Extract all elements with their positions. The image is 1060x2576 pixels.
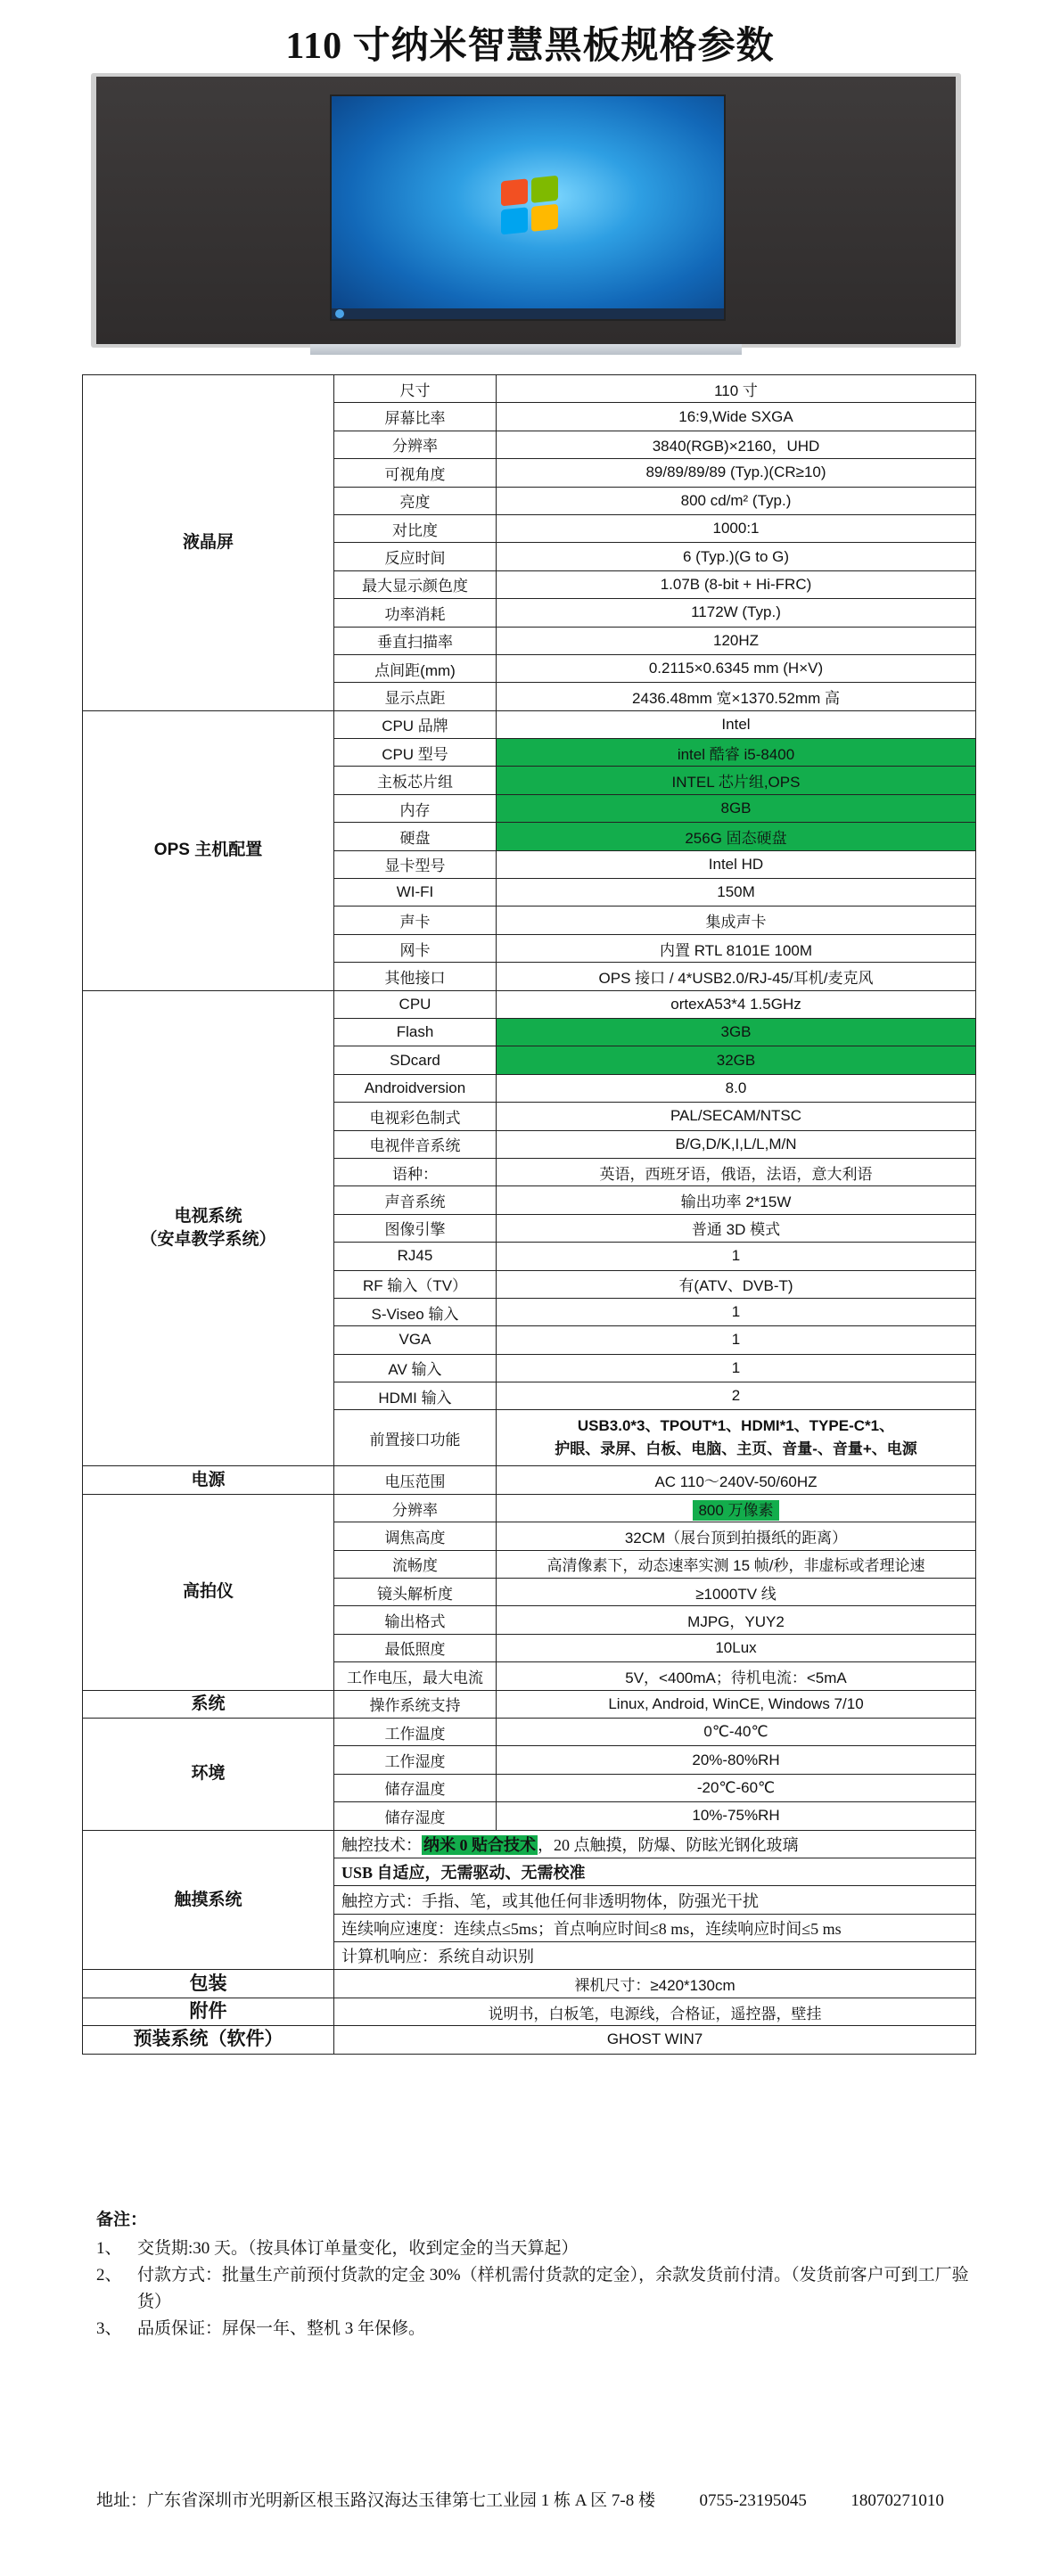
spec-label: WI-FI — [334, 879, 497, 907]
spec-row — [83, 1466, 976, 1494]
spec-category: 预装系统（软件） — [83, 2026, 334, 2054]
spec-row — [83, 2026, 976, 2054]
spec-value: 16:9,Wide SXGA — [497, 403, 976, 431]
spec-category: 触摸系统 — [83, 1830, 334, 1970]
note-number: 2、 — [96, 2266, 122, 2285]
spec-label: CPU — [334, 990, 497, 1018]
spec-category-line: 系统 — [191, 1694, 226, 1713]
spec-label: RJ45 — [334, 1243, 497, 1270]
spec-label: Androidversion — [334, 1074, 497, 1102]
footer-mobile: 18070271010 — [850, 2491, 944, 2510]
note-text: 付款方式：批量生产前预付货款的定金 30%（样机需付货款的定金），余款发货前付清。（发货前客户可到工厂验货） — [137, 2266, 969, 2311]
spec-value: 1000:1 — [497, 514, 976, 542]
spec-value: 0℃-40℃ — [497, 1718, 976, 1745]
spec-value: 120HZ — [497, 627, 976, 654]
spec-category — [83, 710, 334, 990]
spec-value: Intel — [497, 710, 976, 738]
spec-label: 点间距(mm) — [334, 654, 497, 682]
touch-highlight: 纳米 0 贴合技术 — [423, 1835, 536, 1854]
spec-value: 3GB — [497, 1018, 976, 1046]
spec-category — [83, 1718, 334, 1830]
spec-value: 20%-80%RH — [497, 1746, 976, 1774]
spec-value: MJPG，YUY2 — [497, 1606, 976, 1634]
spec-value: 1172W (Typ.) — [497, 599, 976, 627]
spec-label: VGA — [334, 1326, 497, 1354]
spec-category-line: 高拍仪 — [182, 1582, 234, 1602]
spec-label: 图像引擎 — [334, 1214, 497, 1242]
spec-category — [83, 1466, 334, 1494]
spec-value: 内置 RTL 8101E 100M — [497, 934, 976, 962]
touch-spec-line — [334, 1830, 976, 1858]
spec-label: 其他接口 — [334, 963, 497, 990]
spec-value: OPS 接口 / 4*USB2.0/RJ-45/耳机/麦克风 — [497, 963, 976, 990]
spec-label: 输出格式 — [334, 1606, 497, 1634]
spec-value: AC 110～240V-50/60HZ — [497, 1466, 976, 1494]
spec-label: Flash — [334, 1018, 497, 1046]
spec-label: 前置接口功能 — [334, 1410, 497, 1466]
spec-value: 32CM（展台顶到拍摄纸的距离） — [497, 1522, 976, 1550]
spec-category: 包装 — [83, 1970, 334, 1998]
spec-row — [83, 375, 976, 403]
spec-category: 附件 — [83, 1998, 334, 2025]
spec-table — [82, 374, 976, 2055]
spec-label: 垂直扫描率 — [334, 627, 497, 654]
spec-label: 镜头解析度 — [334, 1579, 497, 1606]
spec-value: 5V，<400mA；待机电流：<5mA — [497, 1662, 976, 1690]
spec-label: 调焦高度 — [334, 1522, 497, 1550]
spec-value: Linux, Android, WinCE, Windows 7/10 — [497, 1690, 976, 1718]
spec-value: 有(ATV、DVB-T) — [497, 1270, 976, 1298]
spec-category — [83, 375, 334, 711]
spec-value — [497, 1494, 976, 1522]
spec-value: 1.07B (8-bit + Hi-FRC) — [497, 570, 976, 598]
spec-label: 流畅度 — [334, 1550, 497, 1578]
spec-label: 工作湿度 — [334, 1746, 497, 1774]
spec-label: 工作温度 — [334, 1718, 497, 1745]
touch-suffix: ，20 点触摸，防爆、防眩光钢化玻璃 — [538, 1835, 799, 1854]
spec-label: 内存 — [334, 794, 497, 822]
touch-spec-line: 触控方式：手指、笔，或其他任何非透明物体，防强光干扰 — [334, 1886, 976, 1914]
spec-row — [83, 1970, 976, 1998]
spec-label: CPU 型号 — [334, 739, 497, 767]
spec-row — [83, 1830, 976, 1858]
spec-value: -20℃-60℃ — [497, 1774, 976, 1801]
notes-heading: 备注： — [96, 2211, 148, 2229]
spec-label: 操作系统支持 — [334, 1690, 497, 1718]
note-item — [96, 2262, 970, 2316]
spec-value — [497, 1410, 976, 1466]
footer-address: 地址：广东省深圳市光明新区根玉路汉海达玉律第七工业园 1 栋 A 区 7-8 楼 — [96, 2491, 656, 2510]
spec-value: B/G,D/K,I,L/L,M/N — [497, 1130, 976, 1158]
spec-value: ≥1000TV 线 — [497, 1579, 976, 1606]
spec-label: 声卡 — [334, 907, 497, 934]
spec-value: PAL/SECAM/NTSC — [497, 1103, 976, 1130]
notes — [96, 2207, 970, 2342]
spec-label: 储存湿度 — [334, 1802, 497, 1830]
spec-value: 10Lux — [497, 1634, 976, 1661]
spec-category-line: 电视系统 — [174, 1207, 242, 1226]
spec-value: 89/89/89/89 (Typ.)(CR≥10) — [497, 459, 976, 487]
spec-label: 反应时间 — [334, 543, 497, 570]
spec-value: 高清像素下，动态速率实测 15 帧/秒，非虚标或者理论速 — [497, 1550, 976, 1578]
spec-label: 工作电压，最大电流 — [334, 1662, 497, 1690]
spec-label: 电视伴音系统 — [334, 1130, 497, 1158]
spec-value: 6 (Typ.)(G to G) — [497, 543, 976, 570]
spec-value: 110 寸 — [497, 375, 976, 403]
spec-value: 2436.48mm 宽×1370.52mm 高 — [497, 683, 976, 710]
spec-label: 可视角度 — [334, 459, 497, 487]
spec-value: 1 — [497, 1243, 976, 1270]
spec-label: 电视彩色制式 — [334, 1103, 497, 1130]
spec-row — [83, 1690, 976, 1718]
note-item — [96, 2316, 970, 2342]
spec-label: 功率消耗 — [334, 599, 497, 627]
spec-value: 256G 固态硬盘 — [497, 823, 976, 850]
spec-row — [83, 710, 976, 738]
spec-label: 主板芯片组 — [334, 767, 497, 794]
spec-label: 最低照度 — [334, 1634, 497, 1661]
spec-value: ortexA53*4 1.5GHz — [497, 990, 976, 1018]
spec-category — [83, 1494, 334, 1690]
spec-value-line: 护眼、录屏、白板、电脑、主页、音量-、音量+、电源 — [555, 1440, 917, 1458]
board-screen — [330, 94, 726, 321]
spec-category-line: （安卓教学系统） — [140, 1230, 276, 1250]
spec-category — [83, 1690, 334, 1718]
spec-row — [83, 990, 976, 1018]
spec-value: 普通 3D 模式 — [497, 1214, 976, 1242]
spec-label: RF 输入（TV） — [334, 1270, 497, 1298]
spec-value: 32GB — [497, 1046, 976, 1074]
spec-label: 对比度 — [334, 514, 497, 542]
spec-value: 1 — [497, 1354, 976, 1382]
spec-label: 屏幕比率 — [334, 403, 497, 431]
spec-label: 网卡 — [334, 934, 497, 962]
spec-label: 硬盘 — [334, 823, 497, 850]
spec-value: INTEL 芯片组,OPS — [497, 767, 976, 794]
spec-label: 分辨率 — [334, 1494, 497, 1522]
touch-spec-line: 计算机响应：系统自动识别 — [334, 1942, 976, 1970]
spec-label: S-Viseo 输入 — [334, 1298, 497, 1325]
touch-prefix: 触控技术： — [341, 1835, 422, 1854]
board-base — [310, 344, 742, 355]
note-text: 品质保证：屏保一年、整机 3 年保修。 — [137, 2319, 426, 2338]
spec-label: 储存温度 — [334, 1774, 497, 1801]
page-title: 110 寸纳米智慧黑板规格参数 — [285, 26, 775, 67]
spec-label: 亮度 — [334, 487, 497, 514]
spec-label: HDMI 输入 — [334, 1382, 497, 1410]
windows-logo-icon — [501, 176, 560, 237]
start-orb-icon — [335, 309, 344, 318]
spec-value: 裸机尺寸：≥420*130cm — [334, 1970, 976, 1998]
spec-value: 3840(RGB)×2160，UHD — [497, 431, 976, 458]
spec-label: AV 输入 — [334, 1354, 497, 1382]
spec-category-line: 环境 — [191, 1764, 226, 1784]
spec-value: 说明书，白板笔，电源线，合格证，遥控器，壁挂 — [334, 1998, 976, 2025]
spec-value: 10%-75%RH — [497, 1802, 976, 1830]
spec-value: Intel HD — [497, 850, 976, 878]
spec-value: 1 — [497, 1326, 976, 1354]
footer-phone: 0755-23195045 — [699, 2491, 807, 2510]
spec-row — [83, 1998, 976, 2025]
note-text: 交货期:30 天。（按具体订单量变化，收到定金的当天算起） — [137, 2239, 579, 2258]
spec-category-line: 电源 — [191, 1470, 226, 1489]
product-image — [96, 77, 956, 344]
footer — [96, 2487, 988, 2511]
spec-row — [83, 1718, 976, 1745]
spec-category-line: OPS 主机配置 — [153, 841, 263, 860]
note-number: 3、 — [96, 2319, 122, 2338]
spec-value-highlight: 800 万像素 — [693, 1500, 778, 1521]
spec-label: 显示点距 — [334, 683, 497, 710]
spec-value: 1 — [497, 1298, 976, 1325]
note-item — [96, 2236, 970, 2262]
spec-label: 电压范围 — [334, 1466, 497, 1494]
spec-value: intel 酷睿 i5-8400 — [497, 739, 976, 767]
spec-label: 显卡型号 — [334, 850, 497, 878]
spec-value: 英语，西班牙语，俄语，法语，意大利语 — [497, 1158, 976, 1185]
spec-value: 输出功率 2*15W — [497, 1186, 976, 1214]
spec-label: 分辨率 — [334, 431, 497, 458]
spec-row — [83, 1494, 976, 1522]
spec-category — [83, 990, 334, 1466]
spec-value: 2 — [497, 1382, 976, 1410]
spec-label: SDcard — [334, 1046, 497, 1074]
touch-spec-line: USB 自适应，无需驱动、无需校准 — [334, 1858, 976, 1885]
spec-value: 集成声卡 — [497, 907, 976, 934]
spec-label: 尺寸 — [334, 375, 497, 403]
spec-value: 0.2115×0.6345 mm (H×V) — [497, 654, 976, 682]
spec-label: 最大显示颜色度 — [334, 570, 497, 598]
spec-category-line: 液晶屏 — [182, 532, 234, 552]
spec-value-line: USB3.0*3、TPOUT*1、HDMI*1、TYPE-C*1、 — [577, 1417, 895, 1435]
spec-label: CPU 品牌 — [334, 710, 497, 738]
touch-spec-line: 连续响应速度：连续点≤5ms；首点响应时间≤8 ms，连续响应时间≤5 ms — [334, 1914, 976, 1941]
spec-value: 150M — [497, 879, 976, 907]
spec-label: 声音系统 — [334, 1186, 497, 1214]
taskbar — [332, 308, 724, 319]
spec-label: 语种： — [334, 1158, 497, 1185]
spec-value: 8.0 — [497, 1074, 976, 1102]
note-number: 1、 — [96, 2239, 122, 2258]
spec-value: GHOST WIN7 — [334, 2026, 976, 2054]
spec-value: 800 cd/m² (Typ.) — [497, 487, 976, 514]
spec-value: 8GB — [497, 794, 976, 822]
